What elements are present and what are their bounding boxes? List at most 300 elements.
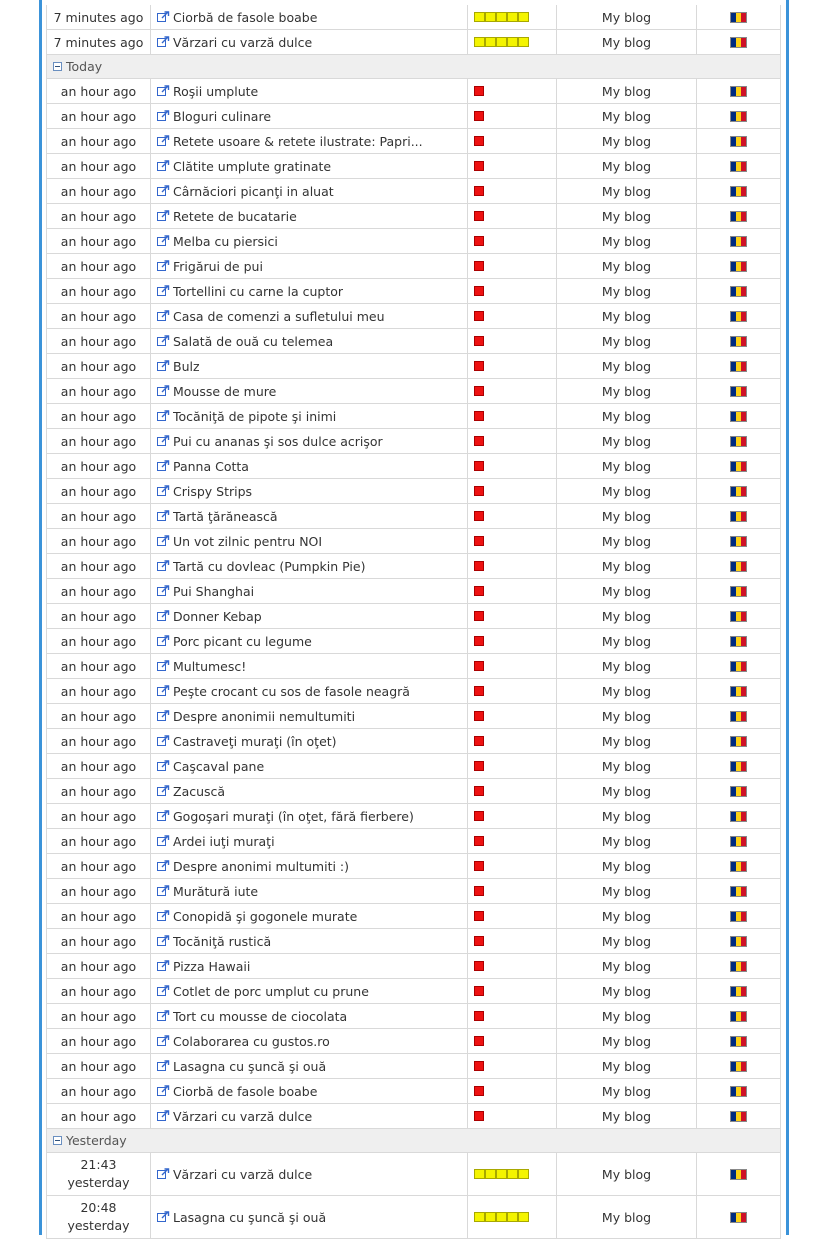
- table-row: [46, 979, 781, 1004]
- post-title-link[interactable]: Pui cu ananas şi sos dulce acrişor: [173, 433, 383, 449]
- time-cell: an hour ago: [46, 429, 150, 453]
- blog-name-cell: My blog: [556, 229, 696, 253]
- post-title-link[interactable]: Retete usoare & retete ilustrate: Papri...: [173, 133, 423, 149]
- time-day: yesterday: [67, 1218, 130, 1233]
- table-row: [46, 429, 781, 454]
- blog-name-cell: My blog: [556, 704, 696, 728]
- post-title-link[interactable]: Bulz: [173, 358, 200, 374]
- post-title-link[interactable]: Zacuscă: [173, 783, 226, 799]
- title-cell: [150, 429, 467, 453]
- romania-flag-icon: [730, 786, 747, 797]
- post-title-link[interactable]: Murătură iute: [173, 883, 259, 899]
- romania-flag-icon: [730, 711, 747, 722]
- rating-star-icon: [496, 1169, 507, 1179]
- rating-stars: [474, 1169, 529, 1179]
- table-row: [46, 654, 781, 679]
- romania-flag-icon: [730, 111, 747, 122]
- title-cell: [150, 529, 467, 553]
- external-link-icon: [157, 710, 170, 722]
- romania-flag-icon: [730, 1212, 747, 1223]
- post-title-link[interactable]: Roşii umplute: [173, 83, 259, 99]
- new-marker-icon: [474, 886, 484, 896]
- table-row: [46, 804, 781, 829]
- post-title-link[interactable]: Lasagna cu şuncă şi ouă: [173, 1209, 327, 1225]
- rating-star-icon: [518, 12, 529, 22]
- title-cell: [150, 1054, 467, 1078]
- rating-cell: [467, 804, 556, 828]
- flag-cell: [696, 329, 781, 353]
- time-day: yesterday: [67, 1175, 130, 1190]
- flag-cell: [696, 404, 781, 428]
- group-label: Today: [66, 59, 103, 74]
- flag-cell: [696, 929, 781, 953]
- new-marker-icon: [474, 736, 484, 746]
- time-cell: an hour ago: [46, 704, 150, 728]
- romania-flag-icon: [730, 836, 747, 847]
- rating-cell: [467, 5, 556, 29]
- blog-name-cell: My blog: [556, 804, 696, 828]
- group-header[interactable]: [46, 55, 781, 79]
- external-link-icon: [157, 560, 170, 572]
- blog-name-cell: My blog: [556, 79, 696, 103]
- blog-name-cell: My blog: [556, 354, 696, 378]
- rating-star-icon: [496, 12, 507, 22]
- romania-flag-icon: [730, 336, 747, 347]
- post-title-link[interactable]: Colaborarea cu gustos.ro: [173, 1033, 330, 1049]
- flag-cell: [696, 954, 781, 978]
- time-cell: an hour ago: [46, 854, 150, 878]
- flag-cell: [696, 879, 781, 903]
- romania-flag-icon: [730, 886, 747, 897]
- time-cell: an hour ago: [46, 729, 150, 753]
- table-row: [46, 329, 781, 354]
- post-title-link[interactable]: Tocăniţă de pipote şi inimi: [173, 408, 337, 424]
- external-link-icon: [157, 985, 170, 997]
- flag-cell: [696, 1004, 781, 1028]
- blog-name-cell: My blog: [556, 254, 696, 278]
- post-title-link[interactable]: Vărzari cu varză dulce: [173, 1166, 313, 1182]
- post-title-link[interactable]: Pui Shanghai: [173, 583, 255, 599]
- post-title-link[interactable]: Melba cu piersici: [173, 233, 278, 249]
- post-title-link[interactable]: Castraveţi muraţi (în oţet): [173, 733, 337, 749]
- table-row: [46, 579, 781, 604]
- post-title-link[interactable]: Un vot zilnic pentru NOI: [173, 533, 323, 549]
- romania-flag-icon: [730, 361, 747, 372]
- table-row: [46, 554, 781, 579]
- time-cell: an hour ago: [46, 479, 150, 503]
- rating-cell: [467, 204, 556, 228]
- external-link-icon: [157, 835, 170, 847]
- post-title-link[interactable]: Pizza Hawaii: [173, 958, 251, 974]
- new-marker-icon: [474, 236, 484, 246]
- time-cell: an hour ago: [46, 654, 150, 678]
- table-row: [46, 879, 781, 904]
- flag-cell: [696, 1104, 781, 1128]
- romania-flag-icon: [730, 1061, 747, 1072]
- external-link-icon: [157, 435, 170, 447]
- table-row: [46, 604, 781, 629]
- post-title-link[interactable]: Gogoşari muraţi (în oţet, fără fierbere): [173, 808, 414, 824]
- flag-cell: [696, 129, 781, 153]
- table-row: [46, 79, 781, 104]
- rating-star-icon: [485, 37, 496, 47]
- post-title-link[interactable]: Donner Kebap: [173, 608, 262, 624]
- flag-cell: [696, 379, 781, 403]
- rating-cell: [467, 504, 556, 528]
- post-title-link[interactable]: Porc picant cu legume: [173, 633, 312, 649]
- title-cell: [150, 204, 467, 228]
- rating-star-icon: [485, 1212, 496, 1222]
- blog-name-cell: My blog: [556, 554, 696, 578]
- rating-cell: [467, 429, 556, 453]
- external-link-icon: [157, 135, 170, 147]
- post-title-link[interactable]: Cotlet de porc umplut cu prune: [173, 983, 369, 999]
- rating-cell: [467, 229, 556, 253]
- time-cell: an hour ago: [46, 79, 150, 103]
- blog-name-cell: My blog: [556, 179, 696, 203]
- external-link-icon: [157, 885, 170, 897]
- external-link-icon: [157, 360, 170, 372]
- flag-cell: [696, 30, 781, 54]
- romania-flag-icon: [730, 636, 747, 647]
- time-value: 20:48: [80, 1200, 117, 1215]
- title-cell: [150, 379, 467, 403]
- table-row: [46, 704, 781, 729]
- flag-cell: [696, 804, 781, 828]
- rating-stars: [474, 12, 529, 22]
- external-link-icon: [157, 1010, 170, 1022]
- flag-cell: [696, 229, 781, 253]
- table-row: [46, 479, 781, 504]
- post-title-link[interactable]: Retete de bucatarie: [173, 208, 297, 224]
- title-cell: [150, 79, 467, 103]
- flag-cell: [696, 79, 781, 103]
- new-marker-icon: [474, 786, 484, 796]
- title-cell: [150, 1004, 467, 1028]
- title-cell: [150, 304, 467, 328]
- new-marker-icon: [474, 86, 484, 96]
- rating-cell: [467, 454, 556, 478]
- table-row: [46, 1104, 781, 1129]
- table-row: [46, 304, 781, 329]
- external-link-icon: [157, 785, 170, 797]
- title-cell: [150, 254, 467, 278]
- rating-cell: [467, 604, 556, 628]
- post-title-link[interactable]: Tocăniţă rustică: [173, 933, 272, 949]
- time-cell: an hour ago: [46, 379, 150, 403]
- post-title-link[interactable]: Casa de comenzi a sufletului meu: [173, 308, 385, 324]
- flag-cell: [696, 529, 781, 553]
- romania-flag-icon: [730, 436, 747, 447]
- external-link-icon: [157, 36, 170, 48]
- time-cell: an hour ago: [46, 754, 150, 778]
- collapse-icon[interactable]: [53, 1136, 62, 1145]
- external-link-icon: [157, 510, 170, 522]
- post-title-link[interactable]: Peşte crocant cu sos de fasole neagră: [173, 683, 410, 699]
- table-row: [46, 529, 781, 554]
- romania-flag-icon: [730, 12, 747, 23]
- table-row: [46, 679, 781, 704]
- blog-name-cell: My blog: [556, 329, 696, 353]
- group-header[interactable]: [46, 1129, 781, 1153]
- blog-name-cell: My blog: [556, 529, 696, 553]
- rating-star-icon: [507, 1169, 518, 1179]
- external-link-icon: [157, 385, 170, 397]
- rating-cell: [467, 104, 556, 128]
- post-title-link[interactable]: Lasagna cu şuncă şi ouă: [173, 1058, 327, 1074]
- time-cell: an hour ago: [46, 779, 150, 803]
- romania-flag-icon: [730, 236, 747, 247]
- post-title-link[interactable]: Tortellini cu carne la cuptor: [173, 283, 344, 299]
- post-title-link[interactable]: Panna Cotta: [173, 458, 249, 474]
- flag-cell: [696, 279, 781, 303]
- title-cell: [150, 229, 467, 253]
- time-cell: an hour ago: [46, 1079, 150, 1103]
- post-title-link[interactable]: Tartă cu dovleac (Pumpkin Pie): [173, 558, 366, 574]
- post-title-link[interactable]: Despre anonimii nemultumiti: [173, 708, 356, 724]
- time-cell: an hour ago: [46, 229, 150, 253]
- rating-star-icon: [485, 12, 496, 22]
- romania-flag-icon: [730, 686, 747, 697]
- flag-cell: [696, 1153, 781, 1195]
- new-marker-icon: [474, 611, 484, 621]
- romania-flag-icon: [730, 936, 747, 947]
- external-link-icon: [157, 535, 170, 547]
- romania-flag-icon: [730, 1011, 747, 1022]
- title-cell: [150, 1029, 467, 1053]
- blog-name-cell: My blog: [556, 5, 696, 29]
- flag-cell: [696, 854, 781, 878]
- flag-cell: [696, 979, 781, 1003]
- table-row: [46, 204, 781, 229]
- blog-name-cell: My blog: [556, 1054, 696, 1078]
- time-cell: an hour ago: [46, 454, 150, 478]
- blog-name-cell: My blog: [556, 1196, 696, 1238]
- rating-cell: [467, 354, 556, 378]
- rating-cell: [467, 79, 556, 103]
- external-link-icon: [157, 310, 170, 322]
- post-title-link[interactable]: Conopidă şi gogonele murate: [173, 908, 358, 924]
- new-marker-icon: [474, 386, 484, 396]
- external-link-icon: [157, 860, 170, 872]
- romania-flag-icon: [730, 411, 747, 422]
- romania-flag-icon: [730, 161, 747, 172]
- rating-star-icon: [496, 1212, 507, 1222]
- blog-name-cell: My blog: [556, 629, 696, 653]
- new-marker-icon: [474, 211, 484, 221]
- new-marker-icon: [474, 161, 484, 171]
- table-row: [46, 629, 781, 654]
- time-cell: an hour ago: [46, 579, 150, 603]
- romania-flag-icon: [730, 1169, 747, 1180]
- external-link-icon: [157, 1168, 170, 1180]
- time-cell: [46, 1153, 150, 1195]
- new-marker-icon: [474, 861, 484, 871]
- romania-flag-icon: [730, 536, 747, 547]
- time-cell: an hour ago: [46, 604, 150, 628]
- time-cell: an hour ago: [46, 829, 150, 853]
- rating-star-icon: [507, 12, 518, 22]
- flag-cell: [696, 1079, 781, 1103]
- rating-cell: [467, 379, 556, 403]
- flag-cell: [696, 904, 781, 928]
- blog-name-cell: My blog: [556, 679, 696, 703]
- external-link-icon: [157, 935, 170, 947]
- romania-flag-icon: [730, 136, 747, 147]
- rating-cell: [467, 1196, 556, 1238]
- title-cell: [150, 454, 467, 478]
- rating-star-icon: [474, 12, 485, 22]
- rating-cell: [467, 254, 556, 278]
- rating-cell: [467, 404, 556, 428]
- post-title-link[interactable]: Salată de ouă cu telemea: [173, 333, 334, 349]
- flag-cell: [696, 604, 781, 628]
- new-marker-icon: [474, 936, 484, 946]
- rating-cell: [467, 129, 556, 153]
- time-cell: an hour ago: [46, 979, 150, 1003]
- romania-flag-icon: [730, 736, 747, 747]
- table-row: [46, 1196, 781, 1239]
- external-link-icon: [157, 285, 170, 297]
- post-title-link[interactable]: Cârnăciori picanţi in aluat: [173, 183, 334, 199]
- post-title-link[interactable]: Vărzari cu varză dulce: [173, 34, 313, 50]
- post-title-link[interactable]: Clătite umplute gratinate: [173, 158, 332, 174]
- title-cell: [150, 504, 467, 528]
- post-title-link[interactable]: Crispy Strips: [173, 483, 253, 499]
- table-row: [46, 179, 781, 204]
- title-cell: [150, 179, 467, 203]
- blog-name-cell: My blog: [556, 879, 696, 903]
- time-cell: an hour ago: [46, 1104, 150, 1128]
- table-row: [46, 904, 781, 929]
- post-title-link[interactable]: Bloguri culinare: [173, 108, 272, 124]
- post-title-link[interactable]: Multumesc!: [173, 658, 247, 674]
- time-cell: an hour ago: [46, 204, 150, 228]
- romania-flag-icon: [730, 761, 747, 772]
- blog-name-cell: My blog: [556, 429, 696, 453]
- romania-flag-icon: [730, 811, 747, 822]
- time-cell: an hour ago: [46, 629, 150, 653]
- blog-name-cell: My blog: [556, 1153, 696, 1195]
- post-title-link[interactable]: Ardei iuţi muraţi: [173, 833, 275, 849]
- title-cell: [150, 979, 467, 1003]
- title-cell: [150, 829, 467, 853]
- flag-cell: [696, 1029, 781, 1053]
- flag-cell: [696, 354, 781, 378]
- table-row: [46, 454, 781, 479]
- table-row: [46, 279, 781, 304]
- time-cell: an hour ago: [46, 129, 150, 153]
- rating-star-icon: [474, 37, 485, 47]
- time-cell: an hour ago: [46, 254, 150, 278]
- blog-name-cell: My blog: [556, 379, 696, 403]
- flag-cell: [696, 504, 781, 528]
- external-link-icon: [157, 760, 170, 772]
- new-marker-icon: [474, 636, 484, 646]
- table-row: [46, 30, 781, 55]
- new-marker-icon: [474, 961, 484, 971]
- rating-star-icon: [474, 1169, 485, 1179]
- title-cell: [150, 354, 467, 378]
- post-title-link[interactable]: Caşcaval pane: [173, 758, 265, 774]
- blog-name-cell: My blog: [556, 30, 696, 54]
- rating-cell: [467, 479, 556, 503]
- blog-name-cell: My blog: [556, 729, 696, 753]
- external-link-icon: [157, 635, 170, 647]
- time-cell: an hour ago: [46, 304, 150, 328]
- title-cell: [150, 5, 467, 29]
- rating-star-icon: [518, 1169, 529, 1179]
- rating-cell: [467, 1029, 556, 1053]
- title-cell: [150, 1104, 467, 1128]
- post-title-link[interactable]: Tort cu mousse de ciocolata: [173, 1008, 348, 1024]
- new-marker-icon: [474, 811, 484, 821]
- time-cell: an hour ago: [46, 804, 150, 828]
- title-cell: [150, 1196, 467, 1238]
- post-title-link[interactable]: Tartă ţărănească: [173, 508, 278, 524]
- new-marker-icon: [474, 836, 484, 846]
- new-marker-icon: [474, 1011, 484, 1021]
- post-title-link[interactable]: Vărzari cu varză dulce: [173, 1108, 313, 1124]
- title-cell: [150, 629, 467, 653]
- external-link-icon: [157, 660, 170, 672]
- title-cell: [150, 104, 467, 128]
- post-title-link[interactable]: Ciorbă de fasole boabe: [173, 9, 318, 25]
- external-link-icon: [157, 1085, 170, 1097]
- table-row: [46, 154, 781, 179]
- post-title-link[interactable]: Ciorbă de fasole boabe: [173, 1083, 318, 1099]
- romania-flag-icon: [730, 1086, 747, 1097]
- blog-name-cell: My blog: [556, 604, 696, 628]
- title-cell: [150, 754, 467, 778]
- blog-name-cell: My blog: [556, 754, 696, 778]
- rating-cell: [467, 854, 556, 878]
- title-cell: [150, 704, 467, 728]
- post-title-link[interactable]: Mousse de mure: [173, 383, 277, 399]
- time-cell: an hour ago: [46, 879, 150, 903]
- title-cell: [150, 479, 467, 503]
- blog-name-cell: My blog: [556, 504, 696, 528]
- time-cell: an hour ago: [46, 1029, 150, 1053]
- flag-cell: [696, 704, 781, 728]
- time-cell: an hour ago: [46, 554, 150, 578]
- time-cell: [46, 1196, 150, 1238]
- title-cell: [150, 954, 467, 978]
- table-row: [46, 929, 781, 954]
- post-title-link[interactable]: Despre anonimi multumiti :): [173, 858, 350, 874]
- title-cell: [150, 729, 467, 753]
- romania-flag-icon: [730, 286, 747, 297]
- rating-cell: [467, 704, 556, 728]
- external-link-icon: [157, 1211, 170, 1223]
- romania-flag-icon: [730, 186, 747, 197]
- flag-cell: [696, 779, 781, 803]
- flag-cell: [696, 454, 781, 478]
- collapse-icon[interactable]: [53, 62, 62, 71]
- external-link-icon: [157, 335, 170, 347]
- rating-cell: [467, 554, 556, 578]
- flag-cell: [696, 154, 781, 178]
- new-marker-icon: [474, 486, 484, 496]
- romania-flag-icon: [730, 486, 747, 497]
- flag-cell: [696, 679, 781, 703]
- flag-cell: [696, 729, 781, 753]
- flag-cell: [696, 554, 781, 578]
- time-cell: 7 minutes ago: [46, 30, 150, 54]
- table-row: [46, 1054, 781, 1079]
- post-title-link[interactable]: Frigărui de pui: [173, 258, 263, 274]
- external-link-icon: [157, 460, 170, 472]
